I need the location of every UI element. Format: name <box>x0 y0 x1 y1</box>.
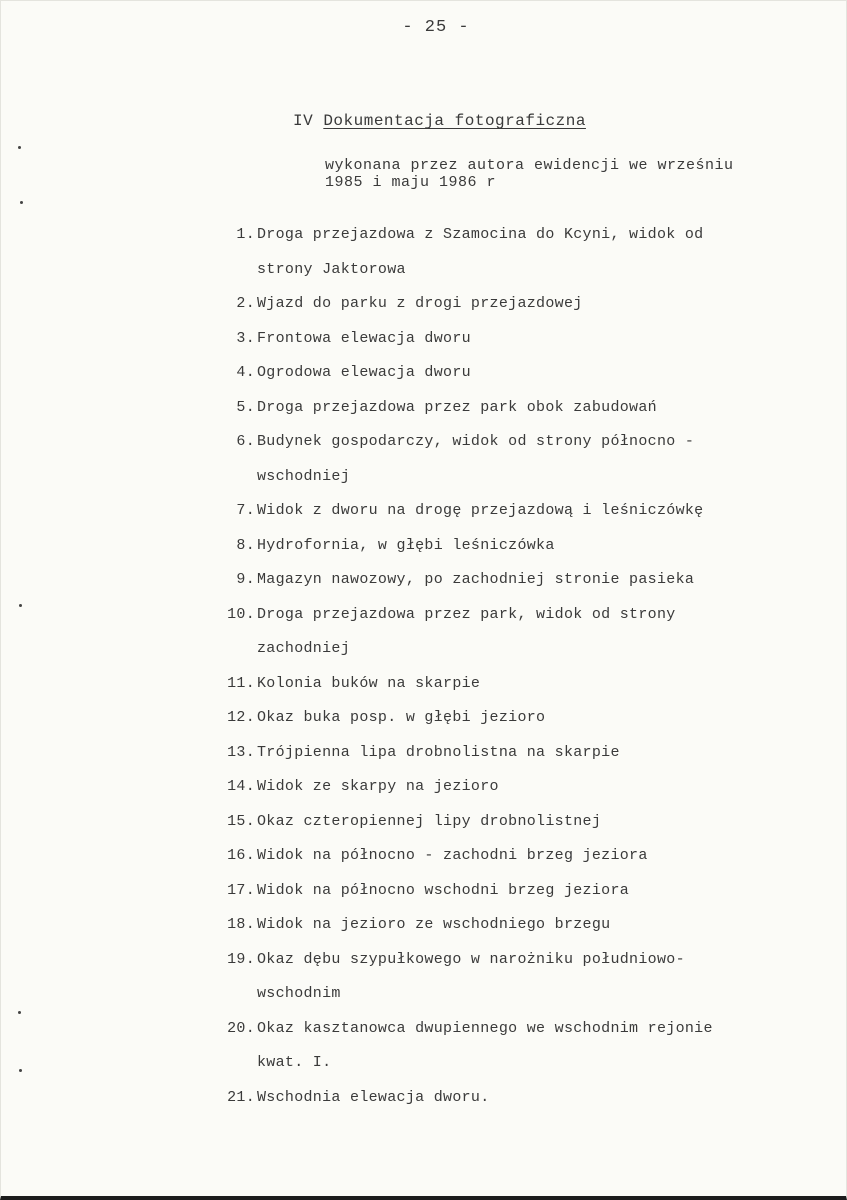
item-text: Droga przejazdowa z Szamocina do Kcyni, widok od <box>257 226 704 243</box>
item-text: Kolonia buków na skarpie <box>257 674 481 692</box>
item-number: 13. <box>227 743 255 761</box>
list-item <box>1 1019 847 1054</box>
item-text: Okaz kasztanowca dwupiennego we wschodnim rejonie <box>257 1019 713 1037</box>
item-text: Budynek gospodarczy, widok od strony północno - <box>257 433 695 450</box>
list-item <box>1 605 847 640</box>
margin-speck <box>18 1011 21 1014</box>
margin-speck <box>19 1069 22 1072</box>
list-item <box>1 467 847 502</box>
item-number: 15. <box>227 812 255 830</box>
list-item <box>1 294 847 329</box>
margin-speck <box>18 146 21 149</box>
item-number <box>1 467 255 502</box>
subtitle-line-1: wykonana przez autora ewidencji we wrześniu <box>325 157 734 174</box>
item-text: Droga przejazdowa przez park obok zabudowań <box>257 398 657 416</box>
list-item <box>1 777 847 812</box>
item-number: 12. <box>227 709 255 726</box>
item-number: 6. <box>236 433 255 450</box>
item-number: 7. <box>236 502 255 519</box>
item-number: 8. <box>236 536 255 554</box>
item-text: Droga przejazdowa przez park, widok od strony <box>257 605 676 623</box>
item-number: 14. <box>227 778 255 795</box>
section-numeral: IV <box>293 112 314 130</box>
item-number: 19. <box>227 950 255 968</box>
item-number <box>1 1053 255 1088</box>
item-number: 9. <box>236 571 255 588</box>
list-item <box>1 915 847 950</box>
list-item <box>1 674 847 709</box>
item-number: 16. <box>227 847 255 864</box>
item-text: Magazyn nawozowy, po zachodniej stronie pasieka <box>257 571 695 588</box>
item-number <box>1 260 255 295</box>
list-item <box>1 225 847 260</box>
item-number: 20. <box>227 1019 255 1037</box>
item-text: Okaz buka posp. w głębi jezioro <box>257 709 546 726</box>
page-number: - 25 - <box>402 18 470 37</box>
subtitle-line-2: 1985 i maju 1986 r <box>325 174 497 191</box>
list-item <box>1 881 847 916</box>
item-number: 10. <box>227 605 255 623</box>
list-item <box>1 398 847 433</box>
item-number <box>1 639 255 674</box>
list-item <box>1 846 847 881</box>
list-item <box>1 708 847 743</box>
list-item <box>1 329 847 364</box>
list-item <box>1 432 847 467</box>
item-text: Widok ze skarpy na jezioro <box>257 778 499 795</box>
list-item <box>1 984 847 1019</box>
item-text: kwat. I. <box>257 1054 332 1071</box>
item-text: zachodniej <box>257 640 351 657</box>
margin-speck <box>20 201 23 204</box>
list-item <box>1 570 847 605</box>
item-text: Hydrofornia, w głębi leśniczówka <box>257 536 555 554</box>
item-text: Ogrodowa elewacja dworu <box>257 364 471 381</box>
item-number: 3. <box>236 329 255 347</box>
list-item <box>1 536 847 571</box>
item-number: 5. <box>236 398 255 416</box>
list-item <box>1 639 847 674</box>
list-item <box>1 501 847 536</box>
section-title <box>293 112 586 130</box>
list-item <box>1 812 847 847</box>
item-number: 21. <box>227 1088 255 1106</box>
item-text: Okaz dębu szypułkowego w narożniku południowo- <box>257 950 685 968</box>
list-item <box>1 743 847 778</box>
item-number <box>1 984 255 1019</box>
margin-speck <box>19 604 22 607</box>
item-number: 1. <box>236 226 255 243</box>
list-item <box>1 1088 847 1123</box>
list-item <box>1 950 847 985</box>
item-text: Okaz czteropiennej lipy drobnolistnej <box>257 812 602 830</box>
photo-list <box>1 225 847 1122</box>
subtitle <box>325 157 734 191</box>
item-text: Widok na jezioro ze wschodniego brzegu <box>257 916 611 933</box>
item-text: Trójpienna lipa drobnolistna na skarpie <box>257 743 620 761</box>
item-number: 17. <box>227 881 255 899</box>
item-text: Frontowa elewacja dworu <box>257 329 471 347</box>
list-item <box>1 363 847 398</box>
item-text: wschodnim <box>257 985 341 1002</box>
item-text: Wschodnia elewacja dworu. <box>257 1088 490 1106</box>
item-text: strony Jaktorowa <box>257 260 406 278</box>
item-text: Widok na północno wschodni brzeg jeziora <box>257 881 630 899</box>
item-number: 11. <box>227 674 255 692</box>
item-number: 18. <box>227 916 255 933</box>
item-number: 2. <box>236 295 255 312</box>
item-text: wschodniej <box>257 467 351 485</box>
list-item <box>1 1053 847 1088</box>
item-text: Wjazd do parku z drogi przejazdowej <box>257 295 583 312</box>
item-text: Widok z dworu na drogę przejazdową i leśniczówkę <box>257 502 704 519</box>
list-item <box>1 260 847 295</box>
item-text: Widok na północno - zachodni brzeg jeziora <box>257 847 648 864</box>
section-heading: Dokumentacja fotograficzna <box>323 112 586 130</box>
item-number: 4. <box>236 364 255 381</box>
